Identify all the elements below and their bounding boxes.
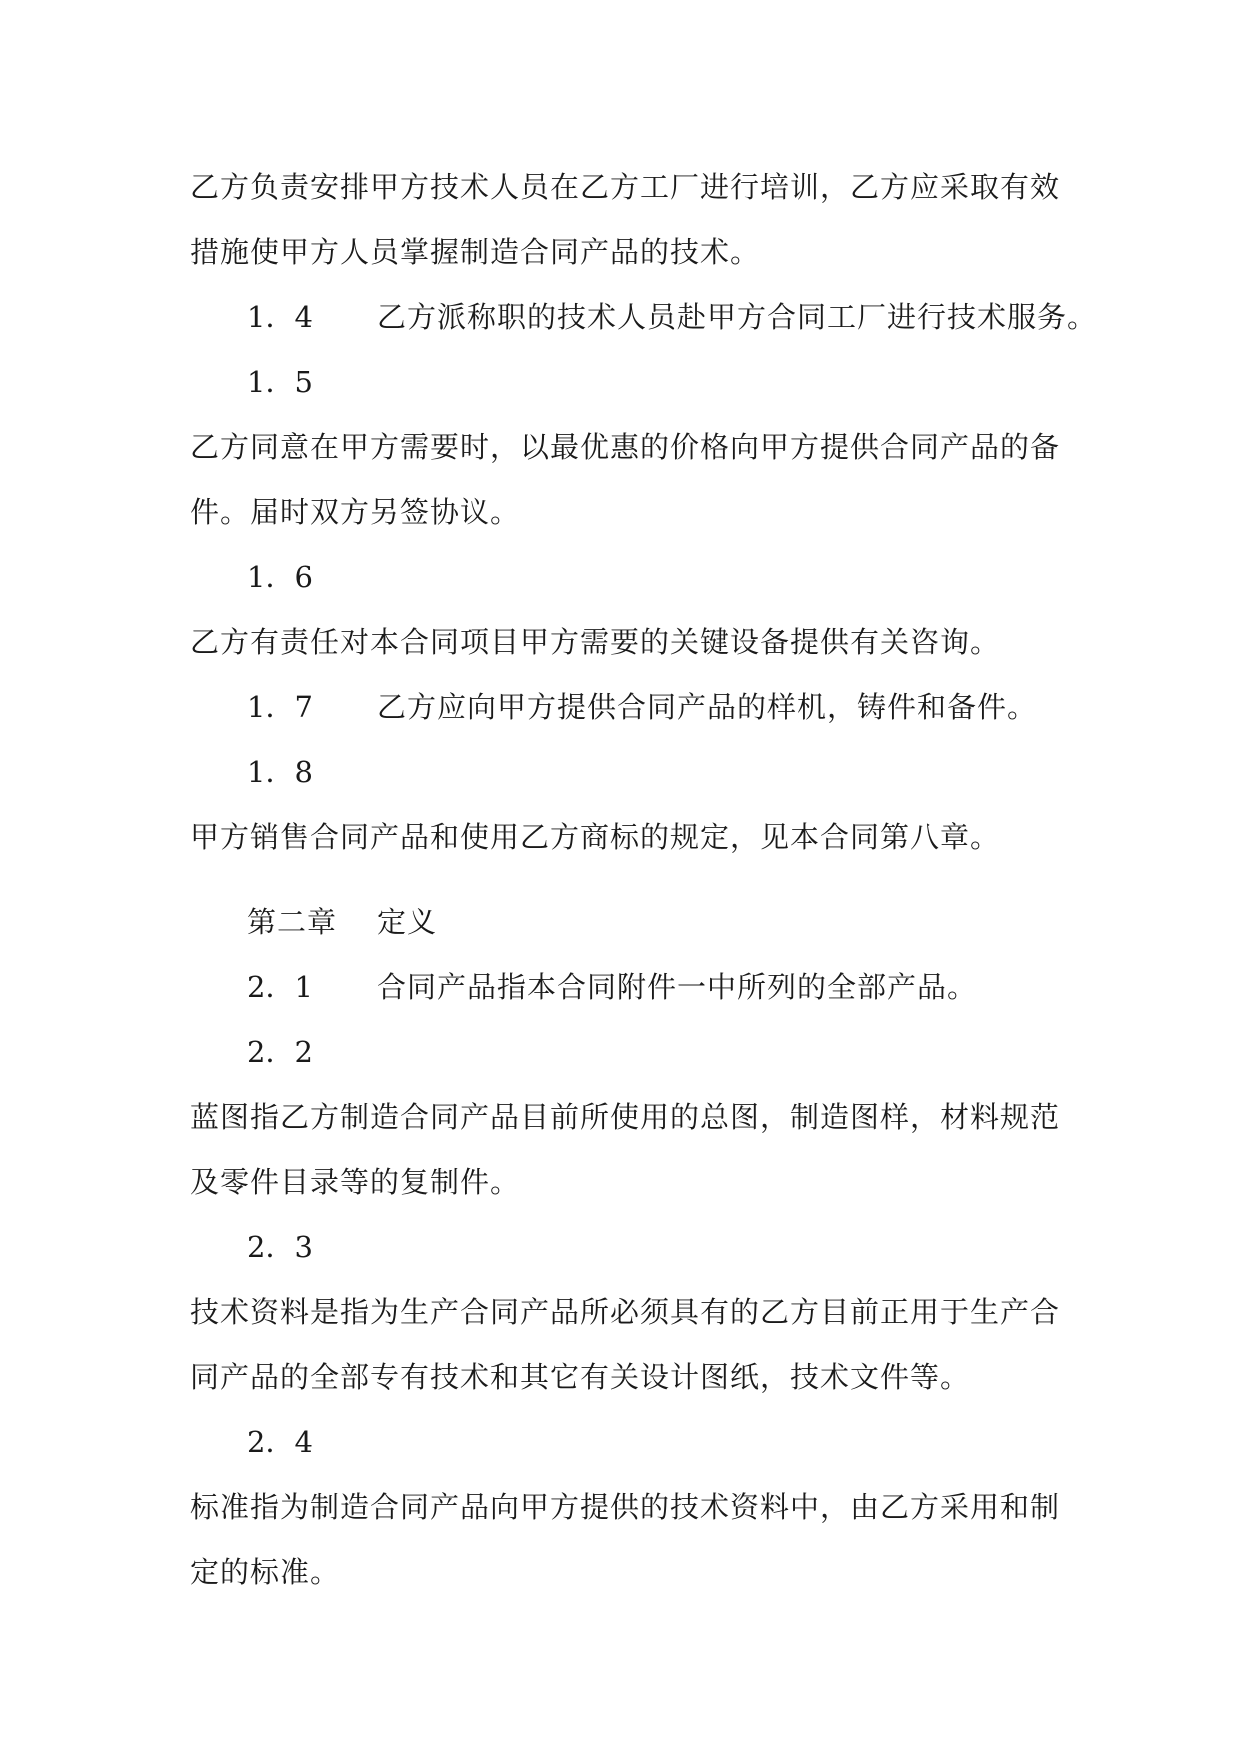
- chapter-title: 定义: [377, 905, 438, 939]
- clause-number: 2．2: [247, 1035, 313, 1069]
- clause-number: 2．3: [247, 1230, 313, 1264]
- clause-text: 合同产品指本合同附件一中所列的全部产品。: [377, 970, 978, 1004]
- clause-2-4: [190, 1410, 1050, 1475]
- paragraph-line: 件。届时双方另签协议。: [190, 495, 521, 529]
- chapter-heading: [190, 890, 1050, 955]
- clause-number: 1．4: [247, 300, 313, 334]
- paragraph-line: 及零件目录等的复制件。: [190, 1165, 521, 1199]
- paragraph-line: 乙方同意在甲方需要时，以最优惠的价格向甲方提供合同产品的备: [190, 430, 1061, 464]
- paragraph-line: 技术资料是指为生产合同产品所必须具有的乙方目前正用于生产合: [190, 1295, 1061, 1329]
- paragraph-line: 甲方销售合同产品和使用乙方商标的规定，见本合同第八章。: [190, 820, 1001, 854]
- clause-number: 1．5: [247, 365, 313, 399]
- paragraph-line: 同产品的全部专有技术和其它有关设计图纸，技术文件等。: [190, 1360, 971, 1394]
- clause-1-5: [190, 350, 1050, 415]
- clause-number: 2．4: [247, 1425, 313, 1459]
- clause-number: 1．8: [247, 755, 313, 789]
- paragraph-line: 乙方负责安排甲方技术人员在乙方工厂进行培训，乙方应采取有效: [190, 170, 1061, 204]
- clause-number: 2．1: [247, 970, 313, 1004]
- clause-text: 乙方派称职的技术人员赴甲方合同工厂进行技术服务。: [377, 300, 1098, 334]
- paragraph-line: 标准指为制造合同产品向甲方提供的技术资料中，由乙方采用和制: [190, 1490, 1061, 1524]
- chapter-number: 第二章: [247, 905, 338, 939]
- clause-1-4: [190, 285, 1098, 350]
- clause-1-6: [190, 545, 1050, 610]
- clause-2-1: [190, 955, 1050, 1020]
- clause-number: 1．6: [247, 560, 313, 594]
- clause-1-8: [190, 740, 1050, 805]
- clause-text: 乙方应向甲方提供合同产品的样机，铸件和备件。: [377, 690, 1038, 724]
- paragraph-line: 蓝图指乙方制造合同产品目前所使用的总图，制造图样，材料规范: [190, 1100, 1061, 1134]
- paragraph-line: 措施使甲方人员掌握制造合同产品的技术。: [190, 235, 761, 269]
- clause-1-7: [190, 675, 1050, 740]
- clause-2-3: [190, 1215, 1050, 1280]
- clause-number: 1．7: [247, 690, 313, 724]
- document-page: [190, 155, 1098, 1605]
- paragraph-line: 定的标准。: [190, 1555, 341, 1589]
- clause-2-2: [190, 1020, 1050, 1085]
- paragraph-line: 乙方有责任对本合同项目甲方需要的关键设备提供有关咨询。: [190, 625, 1001, 659]
